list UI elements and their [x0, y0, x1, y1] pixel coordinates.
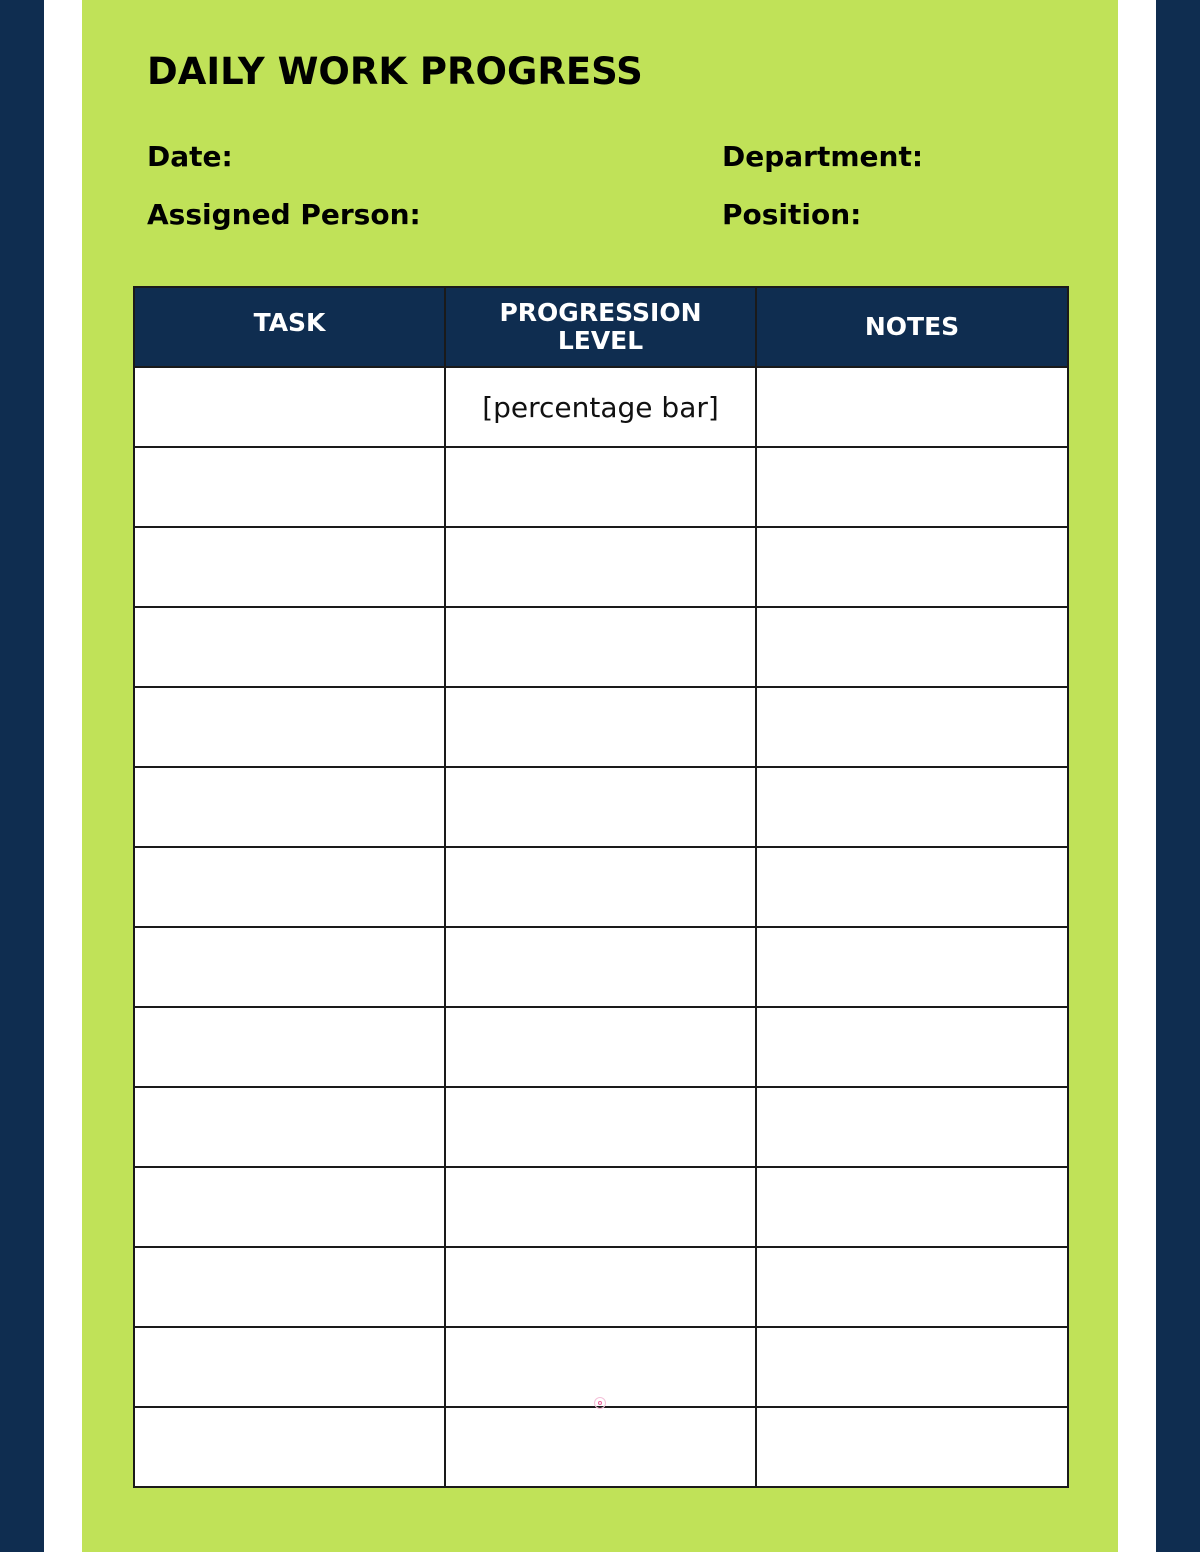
- cell-task[interactable]: [134, 447, 445, 527]
- cell-task[interactable]: [134, 367, 445, 447]
- cell-task[interactable]: [134, 1327, 445, 1407]
- table-row: [134, 1327, 1068, 1407]
- cell-progression-level[interactable]: [445, 1407, 756, 1487]
- cell-progression-level[interactable]: [445, 847, 756, 927]
- table-row: [134, 1407, 1068, 1487]
- table-body: [134, 367, 1068, 1487]
- cell-notes[interactable]: [756, 767, 1068, 847]
- table-row: [134, 527, 1068, 607]
- cell-progression-level[interactable]: [percentage bar]: [445, 367, 756, 447]
- right-white-border: [1118, 0, 1156, 1552]
- cell-task[interactable]: [134, 527, 445, 607]
- date-label: Date:: [147, 140, 233, 173]
- cell-notes[interactable]: [756, 927, 1068, 1007]
- table-row: [134, 927, 1068, 1007]
- cell-notes[interactable]: [756, 1247, 1068, 1327]
- header-progression-level-label: PROGRESSION LEVEL: [499, 298, 702, 355]
- department-label: Department:: [722, 140, 924, 173]
- cell-notes[interactable]: [756, 447, 1068, 527]
- cell-notes[interactable]: [756, 1167, 1068, 1247]
- progress-table-container: [133, 286, 1067, 1488]
- table-row: [134, 847, 1068, 927]
- cell-notes[interactable]: [756, 367, 1068, 447]
- progress-table: [133, 286, 1069, 1488]
- cell-progression-level[interactable]: [445, 1167, 756, 1247]
- cell-progression-level[interactable]: [445, 1247, 756, 1327]
- table-row: [134, 447, 1068, 527]
- cell-task[interactable]: [134, 847, 445, 927]
- cell-notes[interactable]: [756, 1407, 1068, 1487]
- header-notes-label: NOTES: [864, 312, 960, 341]
- cell-notes[interactable]: [756, 527, 1068, 607]
- header-task: [134, 287, 445, 367]
- cell-progression-level[interactable]: [445, 767, 756, 847]
- cell-notes[interactable]: [756, 607, 1068, 687]
- cell-task[interactable]: [134, 767, 445, 847]
- cell-notes[interactable]: [756, 1327, 1068, 1407]
- cell-task[interactable]: [134, 927, 445, 1007]
- cell-progression-level[interactable]: [445, 607, 756, 687]
- document-title: DAILY WORK PROGRESS: [147, 50, 643, 93]
- table-row: [134, 1087, 1068, 1167]
- left-navy-border: [0, 0, 44, 1552]
- cell-task[interactable]: [134, 607, 445, 687]
- right-navy-border: [1156, 0, 1200, 1552]
- table-row: [134, 607, 1068, 687]
- position-label: Position:: [722, 198, 862, 231]
- table-header-row: [134, 287, 1068, 367]
- assigned-person-label: Assigned Person:: [147, 198, 421, 231]
- cell-task[interactable]: [134, 1167, 445, 1247]
- header-task-label: TASK: [253, 308, 326, 337]
- cell-task[interactable]: [134, 1087, 445, 1167]
- cell-progression-level[interactable]: [445, 1327, 756, 1407]
- cell-progression-level[interactable]: [445, 527, 756, 607]
- cell-progression-level[interactable]: [445, 447, 756, 527]
- cell-notes[interactable]: [756, 687, 1068, 767]
- cell-task[interactable]: [134, 1407, 445, 1487]
- cell-task[interactable]: [134, 1247, 445, 1327]
- table-row: [134, 1247, 1068, 1327]
- table-row: [134, 1167, 1068, 1247]
- cell-notes[interactable]: [756, 847, 1068, 927]
- cursor-indicator-icon: [594, 1397, 606, 1409]
- cell-task[interactable]: [134, 1007, 445, 1087]
- cell-notes[interactable]: [756, 1007, 1068, 1087]
- table-row: [134, 1007, 1068, 1087]
- cell-progression-level[interactable]: [445, 1087, 756, 1167]
- cell-progression-level[interactable]: [445, 927, 756, 1007]
- cell-progression-level[interactable]: [445, 1007, 756, 1087]
- header-notes: [756, 287, 1068, 367]
- cell-progression-level[interactable]: [445, 687, 756, 767]
- table-row: [134, 687, 1068, 767]
- cell-task[interactable]: [134, 687, 445, 767]
- header-progression-level: [445, 287, 756, 367]
- cell-notes[interactable]: [756, 1087, 1068, 1167]
- left-white-border: [44, 0, 82, 1552]
- table-row: [134, 767, 1068, 847]
- table-row: [134, 367, 1068, 447]
